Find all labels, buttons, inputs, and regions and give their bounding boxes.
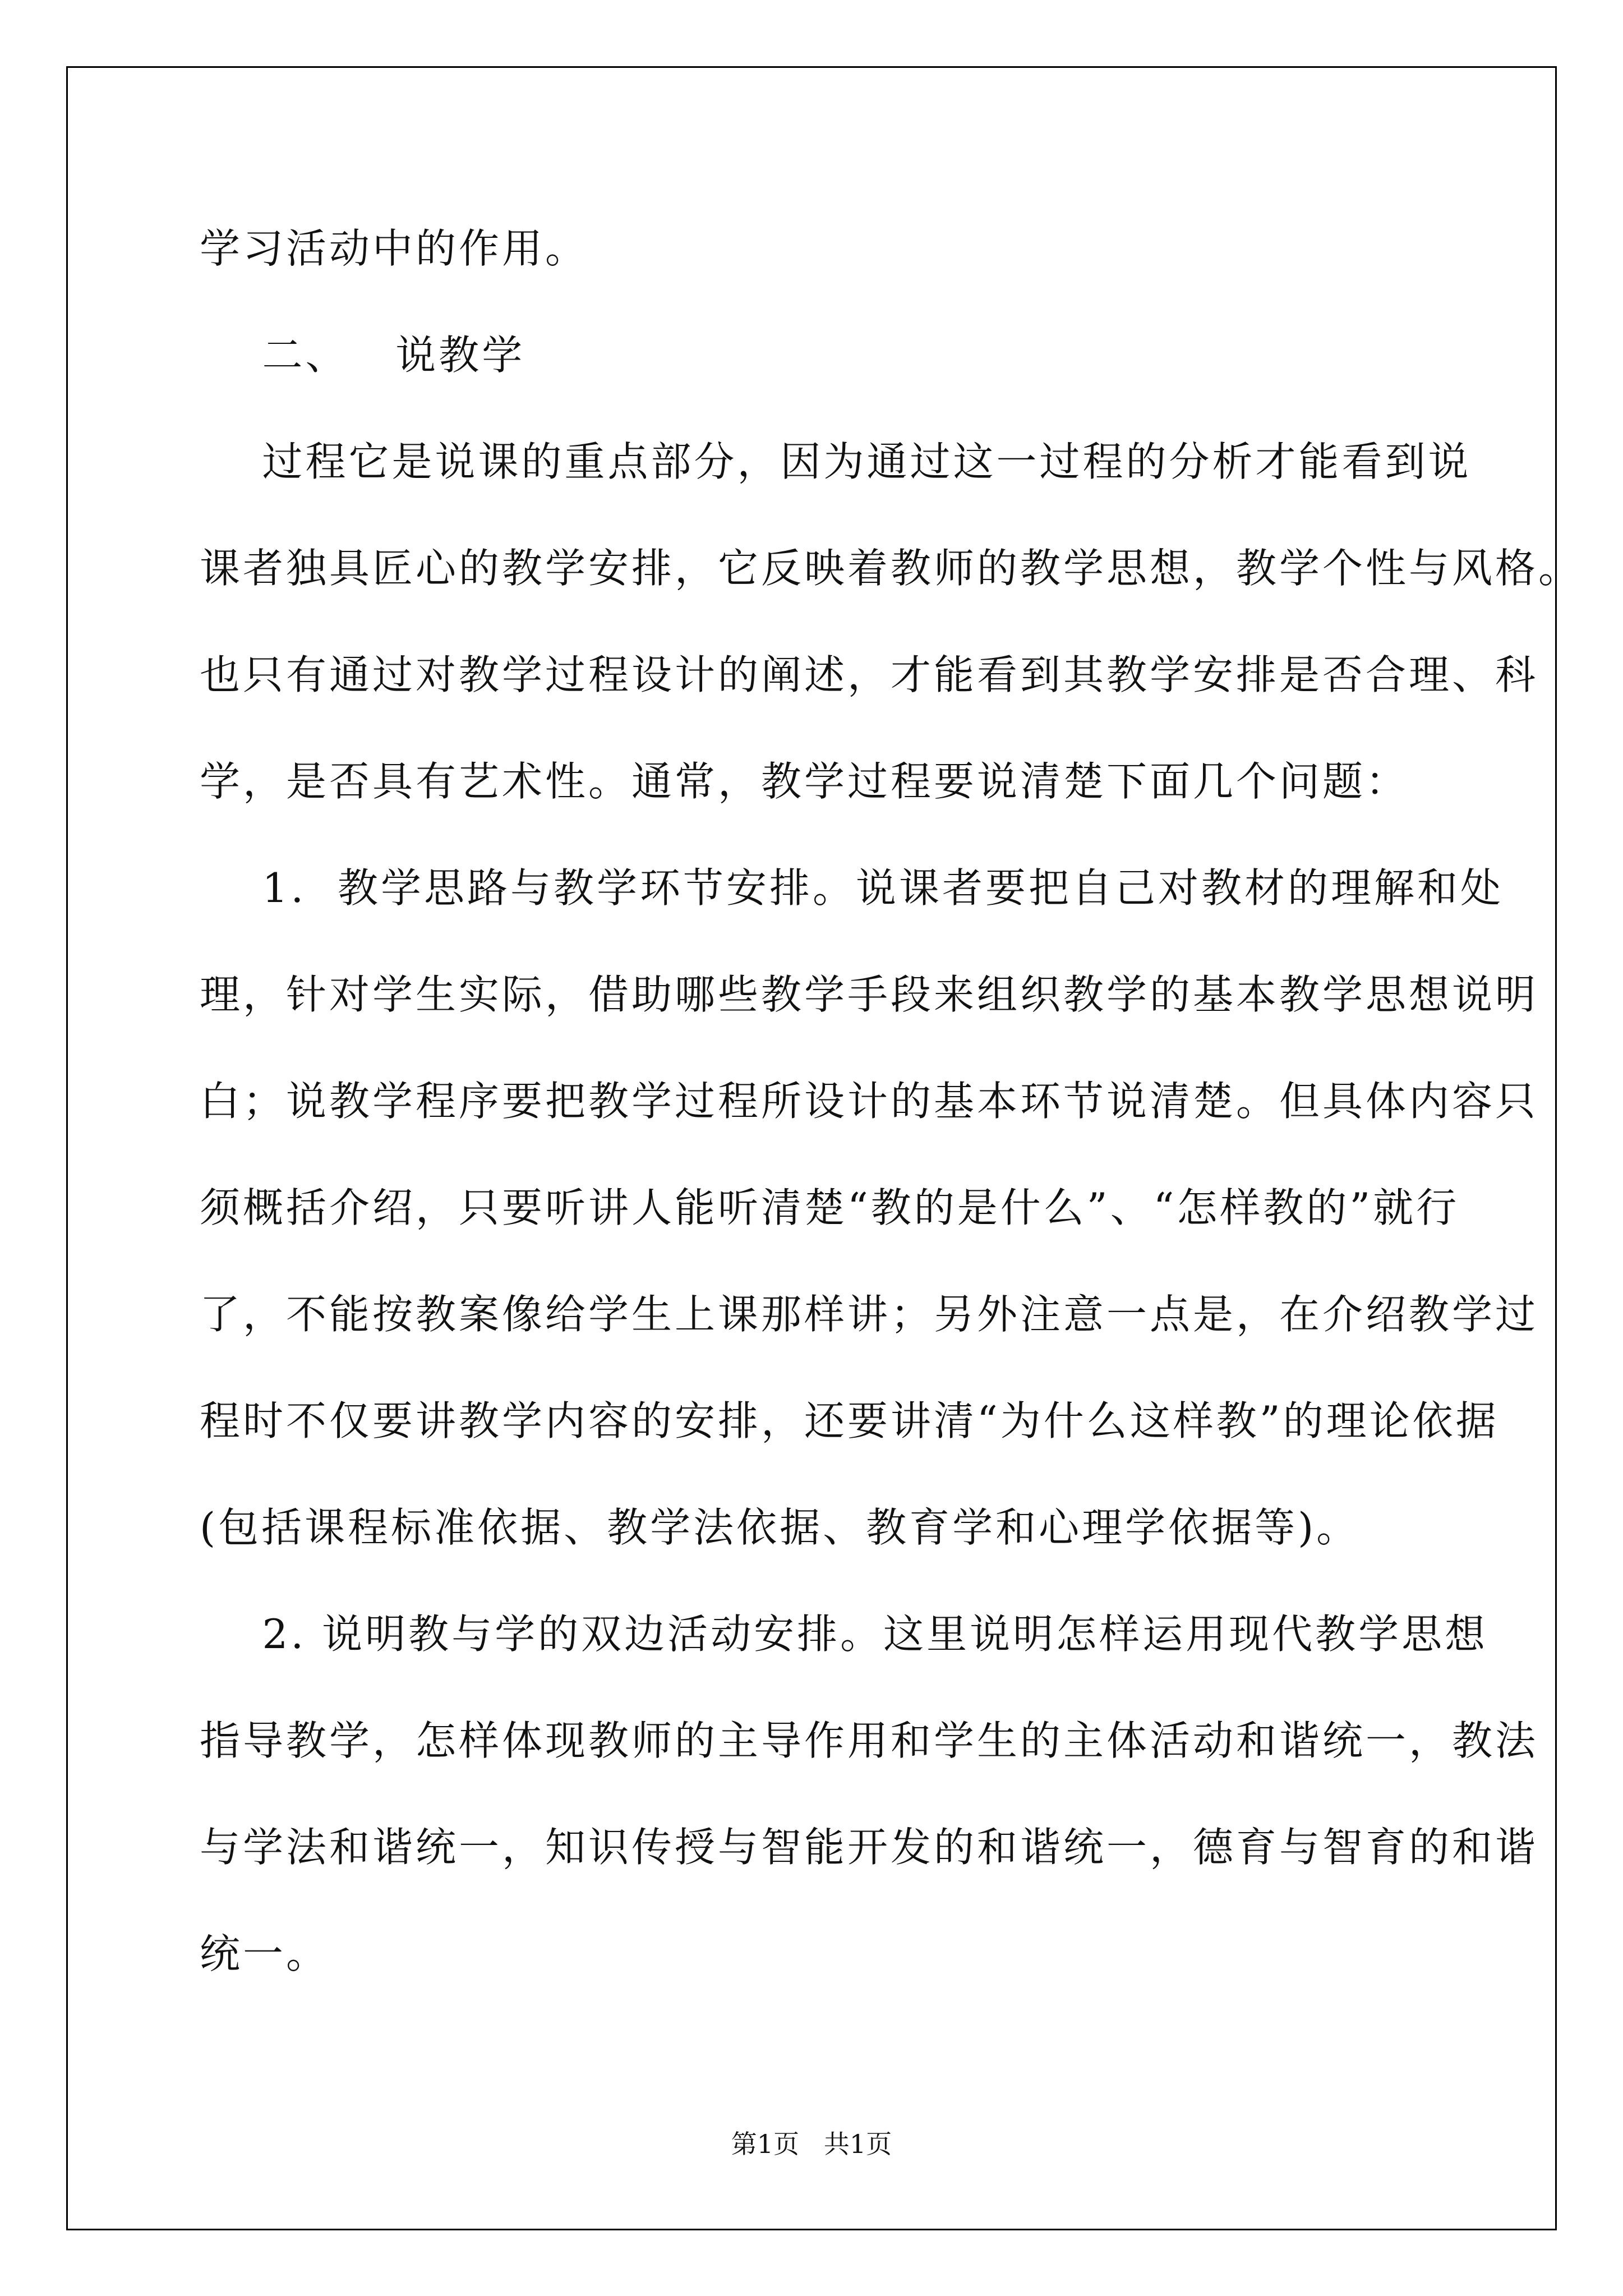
text-line-16: 与学法和谐统一，知识传授与智能开发的和谐统一，德育与智育的和谐 xyxy=(200,1824,1539,1871)
text-line-9: 白；说教学程序要把教学过程所设计的基本环节说清楚。但具体内容只 xyxy=(200,1078,1539,1125)
text-line-17: 统一。 xyxy=(200,1930,330,1977)
section-heading: 二、 说教学 xyxy=(200,332,525,379)
text-line-3: 过程它是说课的重点部分，因为通过这一过程的分析才能看到说 xyxy=(200,438,1472,485)
text-line-10: 须概括介绍，只要听讲人能听清楚“教的是什么”、“怎样教的”就行 xyxy=(200,1184,1460,1231)
text-line-4: 课者独具匠心的教学安排，它反映着教师的教学思想，教学个性与风格。 xyxy=(200,545,1582,592)
text-line-7: 1. 教学思路与教学环节安排。说课者要把自己对教材的理解和处 xyxy=(200,864,1504,912)
text-line-12: 程时不仅要讲教学内容的安排，还要讲清“为什么这样教”的理论依据 xyxy=(200,1397,1499,1444)
text-line-5: 也只有通过对教学过程设计的阐述，才能看到其教学安排是否合理、科 xyxy=(200,651,1539,698)
text-line-13: (包括课程标准依据、教学法依据、教育学和心理学依据等)。 xyxy=(200,1504,1360,1551)
text-line-15: 指导教学，怎样体现教师的主导作用和学生的主体活动和谐统一，教法 xyxy=(200,1717,1539,1764)
text-line-6: 学，是否具有艺术性。通常，教学过程要说清楚下面几个问题： xyxy=(200,758,1409,805)
page-border xyxy=(66,66,1557,2230)
page-footer: 第1页 共1页 xyxy=(731,2129,892,2159)
text-line-8: 理，针对学生实际，借助哪些教学手段来组织教学的基本教学思想说明 xyxy=(200,971,1539,1018)
text-line-1: 学习活动中的作用。 xyxy=(200,225,589,272)
text-line-11: 了，不能按教案像给学生上课那样讲；另外注意一点是，在介绍教学过 xyxy=(200,1291,1539,1338)
text-line-14: 2. 说明教与学的双边活动安排。这里说明怎样运用现代教学思想 xyxy=(200,1611,1488,1658)
